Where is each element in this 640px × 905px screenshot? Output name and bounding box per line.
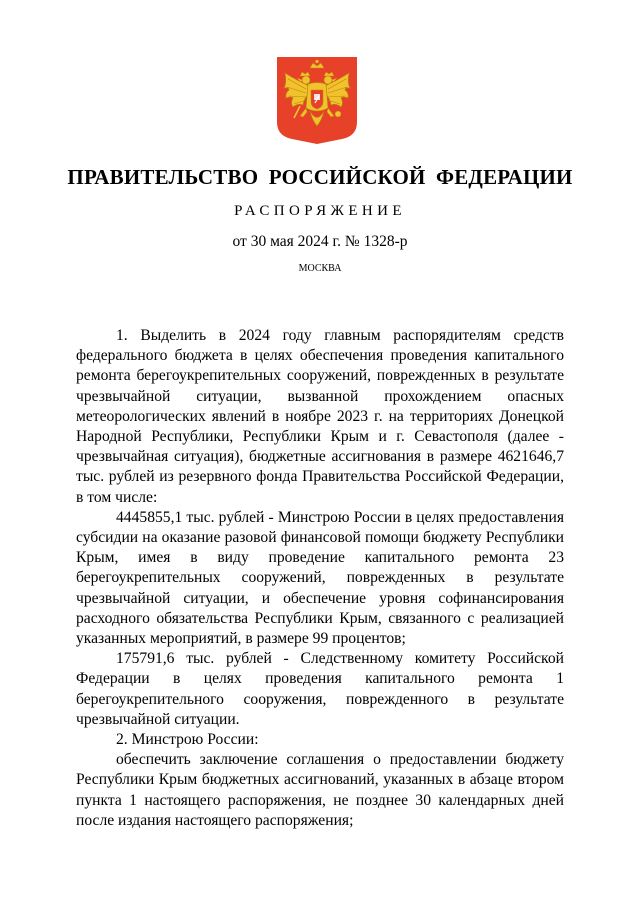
paragraph: 1. Выделить в 2024 году главным распорядителям средств федерального бюджета в целях обеспечения проведения капитального ремонта берегоукрепительных сооружений, поврежденных в результате чрезвычайной ситуации, вызванной прохождением опасных метеорологических явлений в ноябре 2023 г. на территориях Донецкой Народной Республики, Республики Крым и г. Севастополя (далее - чрезвычайная ситуация), бюджетные ассигнования в размере 4621646,7 тыс. рублей из резервного фонда Правительства Российской Федерации, в том числе: <box>76 327 564 506</box>
document-body <box>76 326 564 831</box>
paragraph: 2. Минстрою России: <box>116 731 259 749</box>
paragraph: 4445855,1 тыс. рублей - Минстрою России в целях предоставления субсидии на оказание разовой финансовой помощи бюджету Республики Крым, имея в виду проведение капитального ремонта 23 берегоукрепительных сооружений, поврежденных в результате чрезвычайной ситуации, и обеспечение уровня софинансирования расходного обязательства Республики Крым, связанного с реализацией указанных мероприятий, в размере 99 процентов; <box>76 508 564 648</box>
paragraph: обеспечить заключение соглашения о предоставлении бюджету Республики Крым бюджетных ассигнований, указанных в абзаце втором пункта 1 настоящего распоряжения, не позднее 30 календарных дней после издания настоящего распоряжения; <box>76 751 564 829</box>
government-title: ПРАВИТЕЛЬСТВО РОССИЙСКОЙ ФЕДЕРАЦИИ <box>67 165 573 189</box>
russian-coat-of-arms-icon <box>276 56 358 144</box>
paragraph: 175791,6 тыс. рублей - Следственному комитету Российской Федерации в целях проведения капитального ремонта 1 берегоукрепительного сооружения, поврежденного в результате чрезвычайной ситуации. <box>76 650 564 728</box>
document-date-number: от 30 мая 2024 г. № 1328-р <box>232 233 408 250</box>
document-kind: РАСПОРЯЖЕНИЕ <box>234 203 406 219</box>
document-city: МОСКВА <box>298 263 342 274</box>
